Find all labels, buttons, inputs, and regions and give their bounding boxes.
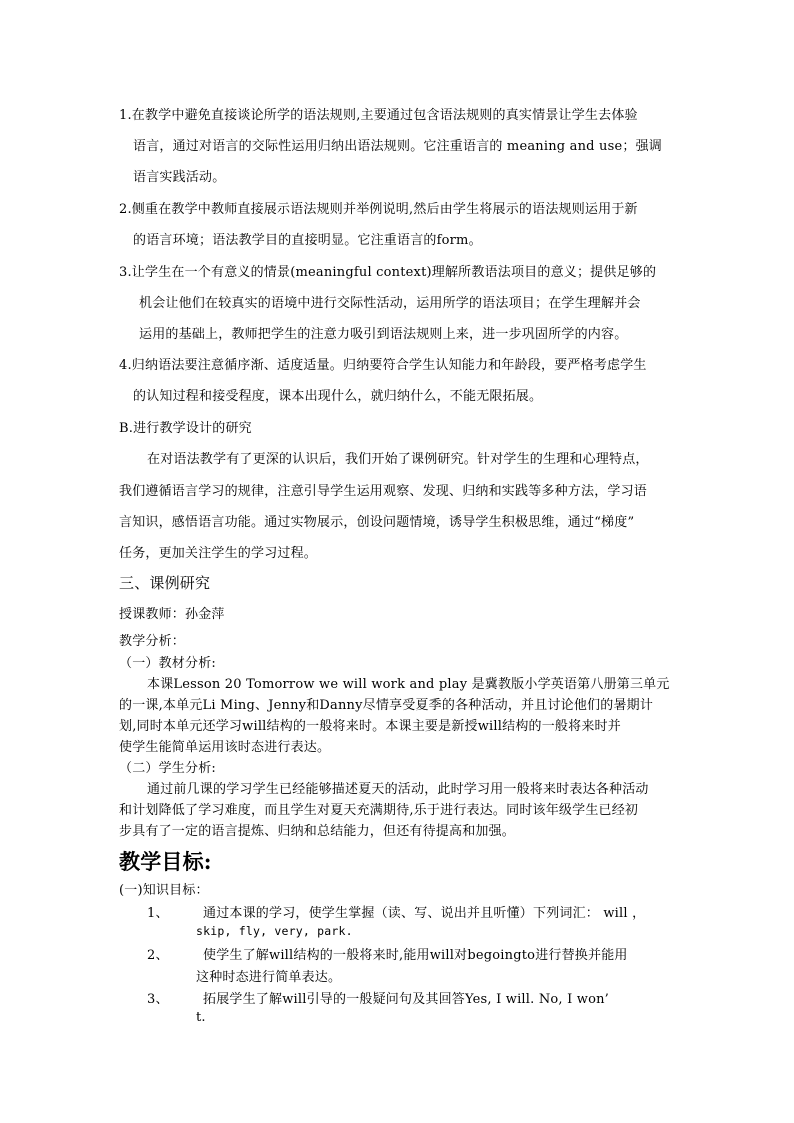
goal-2-number: 2、 <box>147 948 169 963</box>
student-analysis-heading: （二）学生分析: <box>119 761 216 776</box>
item4-line2: 的认知过程和接受程度，课本出现什么，就归纳什么，不能无限拓展。 <box>133 389 543 404</box>
goal-3-line2: t. <box>196 1010 206 1025</box>
goal-1-line2: skip, fly, very, park. <box>196 924 353 938</box>
item3-line2: 机会让他们在较真实的语境中进行交际性活动，运用所学的语法项目；在学生理解并会 <box>139 296 641 311</box>
goal-1-line1: 通过本课的学习，使学生掌握（读、写、说出并且听懂）下列词汇： will ， <box>203 906 646 921</box>
section-b-para-line4: 任务，更加关注学生的学习过程。 <box>119 546 318 561</box>
textbook-analysis-line2: 的一课,本单元Li Ming、Jenny和Danny尽情享受夏季的各种活动，并且讨论他们的暑期计 <box>119 698 654 713</box>
item3-line3: 运用的基础上，教师把学生的注意力吸引到语法规则上来，进一步巩固所学的内容。 <box>139 327 628 342</box>
knowledge-goals-heading: (一)知识目标： <box>119 883 209 898</box>
item1-line3: 语言实践活动。 <box>133 170 226 185</box>
goals-heading: 教学目标: <box>119 849 212 874</box>
section-3-heading: 三、课例研究 <box>119 574 211 592</box>
goal-3-number: 3、 <box>147 992 169 1007</box>
analysis-label: 教学分析： <box>119 634 186 649</box>
section-b-para-line2: 我们遵循语言学习的规律，注意引导学生运用观察、发现、归纳和实践等多种方法，学习语 <box>119 484 648 499</box>
item1-line1: 1.在教学中避免直接谈论所学的语法规则,主要通过包含语法规则的真实情景让学生去体验 <box>119 108 638 123</box>
teacher-line: 授课教师：孙金萍 <box>119 607 225 622</box>
student-analysis-line2: 和计划降低了学习难度，而且学生对夏天充满期待,乐于进行表达。同时该年级学生已经初 <box>119 803 639 818</box>
goal-2-line2: 这种时态进行简单表达。 <box>196 970 342 985</box>
item2-line2: 的语言环境；语法教学目的直接明显。它注重语言的form。 <box>133 233 482 248</box>
item2-line1: 2.侧重在教学中教师直接展示语法规则并举例说明,然后由学生将展示的语法规则运用于新 <box>119 202 638 217</box>
textbook-analysis-line1: 本课Lesson 20 Tomorrow we will work and play 是冀教版小学英语第八册第三单元 <box>147 677 670 692</box>
textbook-analysis-heading: （一）教材分析: <box>119 656 216 671</box>
item4-line1: 4.归纳语法要注意循序渐、适度适量。归纳要符合学生认知能力和年龄段，要严格考虑学生 <box>119 358 647 373</box>
goal-2-line1: 使学生了解will结构的一般将来时,能用will对begoingto进行替换并能用 <box>203 948 628 963</box>
textbook-analysis-line3: 划,同时本单元还学习will结构的一般将来时。本课主要是新授will结构的一般将来时并 <box>119 719 621 734</box>
goal-3-line1: 拓展学生了解will引导的一般疑问句及其回答Yes, I will. No, I won’ <box>203 992 610 1007</box>
item1-line2: 语言，通过对语言的交际性运用归纳出语法规则。它注重语言的 meaning and use；强调 <box>133 139 662 154</box>
student-analysis-line3: 步具有了一定的语言提炼、归纳和总结能力，但还有待提高和加强。 <box>119 824 516 839</box>
student-analysis-line1: 通过前几课的学习学生已经能够描述夏天的活动，此时学习用一般将来时表达各种活动 <box>147 782 649 797</box>
section-b-para-line1: 在对语法教学有了更深的认识后，我们开始了课例研究。针对学生的生理和心理特点， <box>147 452 649 467</box>
textbook-analysis-line4: 使学生能简单运用该时态进行表达。 <box>119 740 331 755</box>
item3-line1: 3.让学生在一个有意义的情景(meaningful context)理解所教语法项目的意义；提供足够的 <box>119 265 657 280</box>
section-b-heading: B.进行教学设计的研究 <box>119 421 252 436</box>
section-b-para-line3: 言知识，感悟语言功能。通过实物展示，创设问题情境，诱导学生积极思维，通过“梯度” <box>119 515 635 530</box>
goal-1-number: 1、 <box>147 906 169 921</box>
